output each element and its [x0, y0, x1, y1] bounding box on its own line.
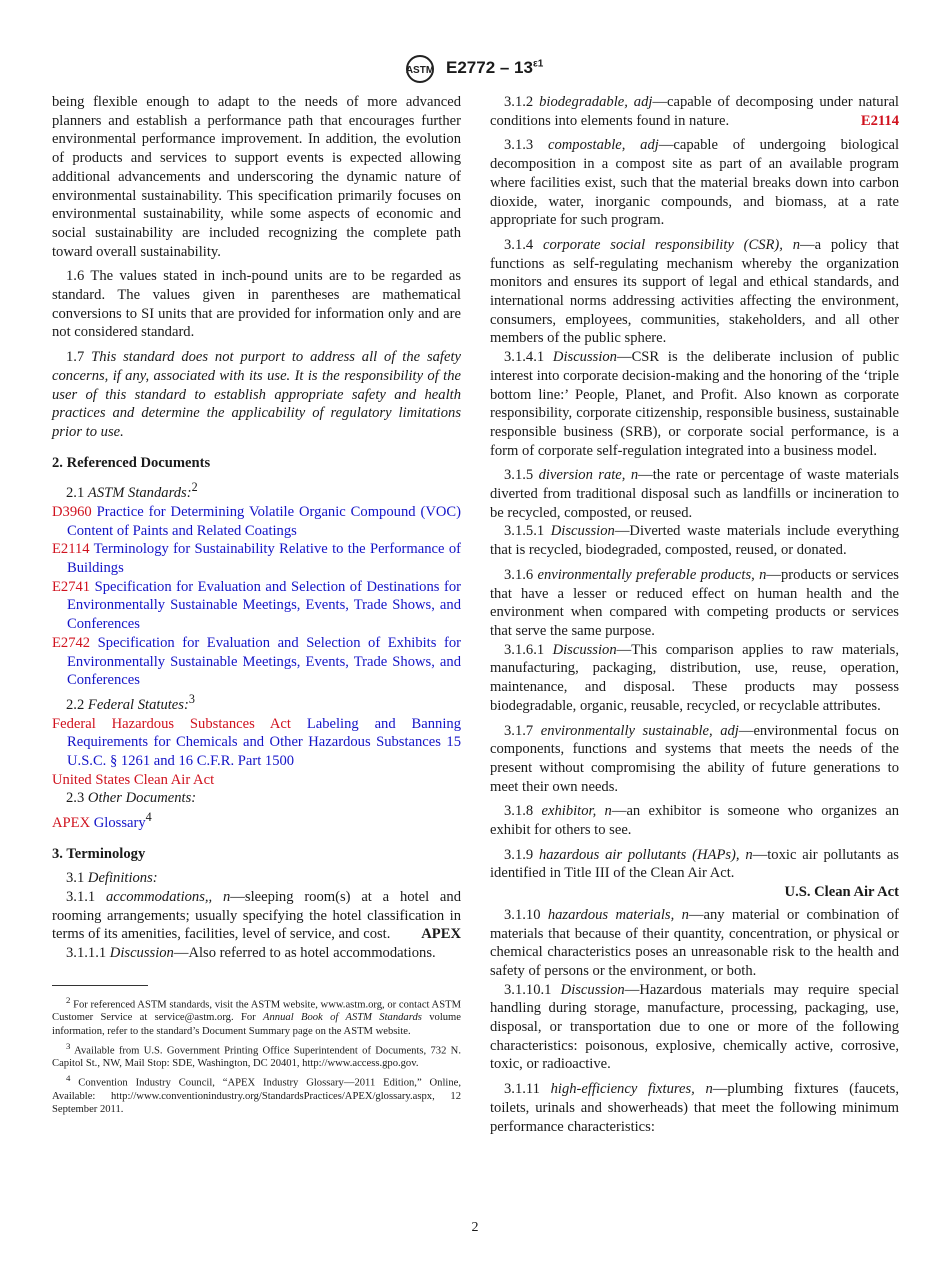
term-3-1-5-1: 3.1.5.1 Discussion—Diverted waste materials include everything that is recycled, biodegraded, composted, reused, or donated. — [490, 523, 899, 559]
reference-clean-air-act[interactable]: United States Clean Air Act — [52, 771, 215, 788]
reference-fhsa[interactable]: Federal Hazardous Substances Act Labeling and Banning Requirements for Chemicals and Other Hazardous Substances 15 U.S.C. § 1261 and 16 C.F.R. Part 1500 — [52, 715, 461, 769]
term-3-1-4-1: 3.1.4.1 Discussion—CSR is the deliberate inclusion of public interest into corporate decision-making and the honoring of the ‘triple bottom line:’ People, Planet, and Profit. Also known as corporate responsibility, corporate citizenship, responsible business, sustainable responsible business (SRB), or corporate social performance, is a form of corporate self-regulation integrated into a business model. — [490, 349, 899, 459]
section-3-heading: 3. Terminology — [52, 845, 146, 862]
reference-e2741[interactable]: E2741 Specification for Evaluation and Selection of Destinations for Environmentally Sustainable Meetings, Events, Trade Shows, and Conferences — [52, 578, 461, 633]
reference-d3960[interactable]: D3960 Practice for Determining Volatile Organic Compound (VOC) Content of Paints and Related Coatings — [52, 503, 461, 539]
paragraph-scope-continued: being flexible enough to adapt to the needs of more advanced planners and establish a performance path that encourages further environmental performance improvement. In addition, the evolution of products and services to support events is expected allowing additional advancements and underscoring the dynamic nature of environmental sustainability. This specification primarily focuses on environmental sustainability, while some aspects of economic and social sustainability are included recognizing the complete path toward overall sustainability. — [52, 94, 461, 260]
footnote-3: $^3$ Available from U.S. Government Printing Office Superintendent of Documents, 732 N. Capitol St., NW, Mail Stop: SDE, Washington, DC 20401, http://www.access.gpo.gov. — [52, 1040, 461, 1070]
page-number: 2 — [471, 1220, 479, 1235]
term-3-1-4: 3.1.4 corporate social responsibility (CSR), n—a policy that functions as self-regulating mechanism whereby the organization monitors and ensures its support of legal and ethical standards, and international norms addressing activities affecting the environment, consumers, employees, communities, stakeholders, and all other members of the public sphere. — [490, 236, 899, 347]
astm-logo — [401, 54, 439, 84]
footnote-2: $^2$ For referenced ASTM standards, visit the ASTM website, www.astm.org, or contact ASTM Customer Service at service@astm.org. For Annual Book of ASTM Standards volume information, refer to the standard’s Document Summary page on the ASTM website. — [52, 994, 461, 1037]
term-3-1-10: 3.1.10 hazardous materials, n—any material or combination of materials that because of their quantity, concentration, or physical or chemical characteristics poses an unreasonable risk to the health and safety of persons or the environment, or both. — [490, 906, 899, 979]
svg-text:ASTM: ASTM — [405, 65, 435, 76]
term-3-1-6: 3.1.6 environmentally preferable products, n—products or services that have a lesser or reduced effect on human health and the environment when compared with competing products or services that serve the same purpose. — [490, 566, 899, 639]
astm-reference-list — [52, 503, 461, 690]
term-3-1-5: 3.1.5 diversion rate, n—the rate or percentage of waste materials diverted from traditional disposal such as landfills or incineration to be recycled, composted, or reused. — [490, 467, 899, 521]
footnote-rule — [52, 985, 148, 986]
paragraph-1-6: 1.6 The values stated in inch-pound units are to be regarded as standard. The values given in parentheses are mathematical conversions to SI units that are provided for information only and are not considered standard. — [52, 268, 461, 341]
right-column — [490, 93, 899, 1142]
subsection-2-3: 2.3 Other Documents: — [66, 790, 197, 807]
reference-apex-glossary[interactable]: APEX Glossary$^4$ — [52, 810, 152, 831]
reference-e2114[interactable]: E2114 Terminology for Sustainability Relative to the Performance of Buildings — [52, 541, 461, 577]
term-3-1-11: 3.1.11 high-efficiency fixtures, n—plumbing fixtures (faucets, toilets, urinals and showerheads) that meet the following minimum performance characteristics: — [490, 1081, 899, 1135]
paragraph-1-7: 1.7 This standard does not purport to address all of the safety concerns, if any, associated with its use. It is the responsibility of the user of this standard to establish appropriate safety and health practices and determine the applicability of regulatory limitations prior to use. — [52, 349, 461, 440]
reference-e2742[interactable]: E2742 Specification for Evaluation and Selection of Exhibits for Environmentally Sustainable Meetings, Events, Trade Shows, and Conferences — [52, 634, 461, 689]
page-header — [0, 54, 950, 86]
footnote-4: $^4$ Convention Industry Council, “APEX Industry Glossary—2011 Edition,” Online, Available: http://www.conventionindustry.org/StandardsPractices/APEX/glossary.aspx, 12 September 2011. — [52, 1073, 461, 1116]
section-2-heading: 2. Referenced Documents — [52, 454, 211, 471]
subsection-2-1: 2.1 ASTM Standards:$^2$ — [66, 480, 198, 502]
term-3-1-1-1: 3.1.1.1 Discussion—Also referred to as hotel accommodations. — [66, 945, 436, 962]
term-3-1-10-1: 3.1.10.1 Discussion—Hazardous materials may require special handling during storage, manufacture, processing, packaging, use, disposal, or transportation due to one or more of the following characteristics: poisonous, explosive, chemically active, corrosive, toxic, or radioactive. — [490, 981, 899, 1073]
term-3-1-7: 3.1.7 environmentally sustainable, adj—environmental focus on components, functions and systems that meets the needs of the present without compromising the ability of future generations to meet their own needs. — [490, 722, 899, 795]
subsection-2-2: 2.2 Federal Statutes:$^3$ — [66, 691, 195, 713]
subsection-3-1: 3.1 Definitions: — [66, 870, 158, 887]
source-e2114[interactable]: E2114 — [860, 112, 899, 129]
term-3-1-9: 3.1.9 hazardous air pollutants (HAPs), n—toxic air pollutants as identified in Title III of the Clean Air Act. U.S. Clean Air Act — [490, 846, 899, 901]
term-3-1-3: 3.1.3 compostable, adj—capable of undergoing biological decomposition in a compost site as part of an available program where facilities exist, such that the material breaks down into carbon dioxide, water, inorganic compounds, and biomass, at a rate appropriate for such program. — [490, 137, 899, 229]
term-3-1-1: 3.1.1 accommodations,, n—sleeping room(s) at a hotel and rooming arrangements; usually specifying the hotel classification in terms of its amenities, facilities, level of service, and cost. APEX — [52, 889, 461, 943]
term-3-1-2: 3.1.2 biodegradable, adj—capable of decomposing under natural conditions into elements found in nature. E2114 — [490, 94, 899, 129]
term-3-1-8: 3.1.8 exhibitor, n—an exhibitor is someone who organizes an exhibit for others to see. — [490, 803, 899, 839]
left-column — [52, 93, 461, 1118]
document-designation: $E2772 - 13^{\varepsilon 1}$ — [446, 58, 544, 77]
term-3-1-6-1: 3.1.6.1 Discussion—This comparison applies to raw materials, manufacturing, packaging, distribution, use, reuse, operation, maintenance, and disposal. These products may possess biodegradable, organic, reusable, recycled, or recyclable attributes. — [490, 641, 899, 714]
